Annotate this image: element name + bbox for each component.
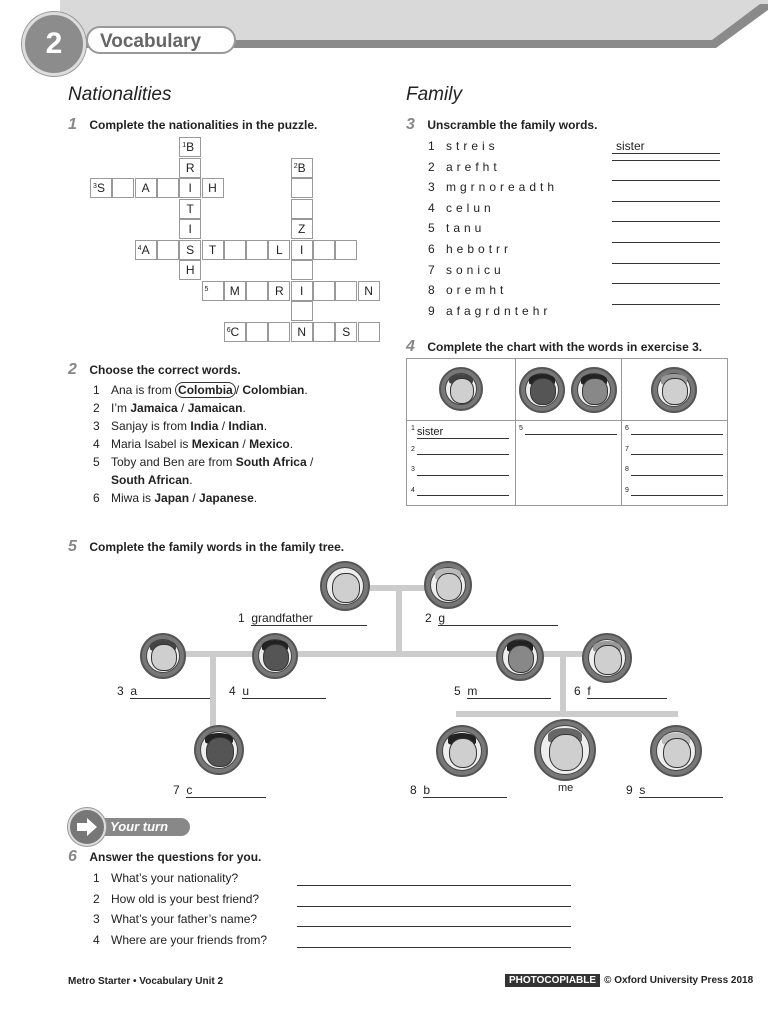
chart-answer-field[interactable] bbox=[631, 475, 723, 476]
cell-letter: I bbox=[188, 222, 192, 236]
clue-number: 6 bbox=[226, 326, 231, 334]
crossword-cell[interactable] bbox=[202, 281, 224, 301]
tree-label-me: me bbox=[558, 782, 574, 794]
scrambled-word: streis bbox=[446, 139, 499, 153]
item-text: Toby and Ben are from bbox=[111, 455, 236, 469]
tree-label-2-number: 2 bbox=[425, 611, 432, 625]
option-2[interactable]: Japanese bbox=[199, 491, 254, 505]
scrambled-word: arefht bbox=[446, 159, 501, 174]
grandfather-avatar bbox=[320, 561, 370, 611]
crossword-cell[interactable] bbox=[179, 219, 201, 239]
answer-field[interactable] bbox=[297, 935, 571, 948]
item-end: . bbox=[289, 437, 294, 451]
chart-number: 8 bbox=[625, 466, 629, 473]
question-number: 2 bbox=[93, 891, 100, 906]
item-number: 2 bbox=[93, 401, 100, 415]
item-text: I’m bbox=[111, 401, 131, 415]
sister-avatar bbox=[650, 725, 702, 777]
crossword-cell[interactable] bbox=[246, 322, 268, 342]
cell-letter: H bbox=[185, 263, 195, 277]
chart-row bbox=[625, 446, 725, 467]
crossword-cell[interactable] bbox=[291, 240, 313, 260]
chart-girl-avatar bbox=[439, 367, 483, 411]
ex3-item bbox=[428, 283, 728, 304]
cell-letter: T bbox=[186, 201, 194, 216]
tree-answer-4[interactable]: u bbox=[242, 684, 326, 699]
item-number: 4 bbox=[428, 200, 435, 215]
crossword-cell[interactable] bbox=[179, 137, 201, 157]
item-end: . bbox=[304, 383, 308, 397]
tree-answer-1[interactable]: grandfather bbox=[251, 611, 367, 626]
chart-number: 7 bbox=[625, 445, 629, 453]
crossword-cell[interactable] bbox=[224, 281, 246, 301]
ex3-item bbox=[428, 180, 728, 201]
family-title: Family bbox=[406, 84, 462, 105]
item-text: Ana is from bbox=[111, 383, 176, 397]
chart-number: 4 bbox=[411, 486, 415, 494]
chart-row bbox=[411, 466, 511, 487]
ex2-item bbox=[93, 453, 393, 489]
option-1[interactable]: Jamaica bbox=[130, 401, 178, 415]
crossword-cell[interactable] bbox=[335, 322, 357, 342]
crossword-cell[interactable] bbox=[291, 158, 313, 178]
ex2-item bbox=[93, 435, 393, 453]
item-end: . bbox=[263, 419, 268, 433]
tree-label-2 bbox=[425, 611, 558, 626]
answer-field[interactable] bbox=[612, 263, 720, 264]
ex1-heading bbox=[68, 116, 317, 134]
option-2[interactable]: Jamaican bbox=[187, 401, 243, 415]
scrambled-word: celun bbox=[446, 200, 495, 215]
chart-answer-field[interactable] bbox=[631, 495, 723, 496]
ex5-number: 5 bbox=[68, 538, 77, 555]
unit-number-badge: 2 bbox=[22, 12, 86, 76]
ex2-number: 2 bbox=[68, 361, 77, 378]
ex2-item bbox=[93, 381, 393, 399]
tree-answer-7[interactable]: c bbox=[186, 783, 266, 798]
clue-number: 1 bbox=[182, 142, 187, 149]
option-1[interactable]: Japan bbox=[154, 491, 190, 505]
crossword-cell[interactable] bbox=[224, 322, 246, 342]
tree-answer-6[interactable]: f bbox=[587, 684, 667, 699]
item-end: . bbox=[242, 401, 246, 415]
ex3-number: 3 bbox=[406, 116, 415, 133]
tree-answer-9[interactable]: s bbox=[639, 783, 723, 798]
chart-answer-field[interactable] bbox=[631, 434, 723, 435]
tree-label-9-number: 9 bbox=[626, 783, 633, 797]
chart-row bbox=[519, 425, 619, 446]
crossword-cell[interactable] bbox=[291, 178, 313, 198]
ex3-item bbox=[428, 201, 728, 222]
chart-row bbox=[411, 487, 511, 508]
option-2[interactable]: Indian bbox=[228, 419, 264, 433]
crossword-cell[interactable] bbox=[179, 178, 201, 198]
ex2-instruction: Choose the correct words. bbox=[89, 363, 241, 377]
tree-label-9 bbox=[626, 783, 723, 798]
ex5-heading bbox=[68, 538, 344, 556]
answer-field[interactable] bbox=[612, 180, 720, 181]
cell-letter: T bbox=[208, 242, 217, 257]
ex4-instruction: Complete the chart with the words in exercise 3. bbox=[427, 340, 703, 354]
crossword-cell[interactable] bbox=[268, 322, 290, 342]
crossword-cell[interactable] bbox=[224, 240, 246, 260]
item-number: 3 bbox=[93, 419, 100, 433]
tree-label-8-number: 8 bbox=[410, 783, 417, 797]
ex2-item bbox=[93, 417, 393, 435]
answer-field[interactable] bbox=[612, 283, 720, 284]
clue-number: 5 bbox=[204, 285, 209, 293]
cell-letter: S bbox=[342, 324, 351, 339]
tree-label-5-number: 5 bbox=[454, 684, 461, 698]
chart-number: 6 bbox=[625, 425, 629, 432]
uncle-avatar bbox=[252, 633, 298, 679]
crossword-cell[interactable] bbox=[313, 240, 335, 260]
cell-letter: R bbox=[275, 283, 284, 298]
crossword-cell[interactable] bbox=[246, 240, 268, 260]
item-end: . bbox=[189, 473, 193, 487]
question-text: How old is your best friend? bbox=[111, 891, 260, 906]
cell-letter: B bbox=[297, 160, 306, 175]
option-1[interactable]: India bbox=[190, 419, 219, 433]
your-turn-label: Your turn bbox=[110, 819, 169, 834]
question-number: 3 bbox=[93, 912, 100, 927]
chart-number: 2 bbox=[411, 445, 415, 453]
crossword-cell[interactable] bbox=[157, 178, 179, 198]
tree-label-6 bbox=[574, 684, 667, 699]
tree-label-7 bbox=[173, 783, 266, 798]
cell-letter: A bbox=[141, 181, 150, 195]
crossword-cell[interactable] bbox=[335, 240, 357, 260]
footer-left: Metro Starter • Vocabulary Unit 2 bbox=[68, 976, 224, 987]
cell-letter: S bbox=[186, 242, 195, 257]
item-number: 1 bbox=[428, 139, 435, 153]
ex3-item bbox=[428, 263, 728, 284]
tree-label-6-number: 6 bbox=[574, 684, 581, 698]
cell-letter: L bbox=[276, 242, 283, 257]
ex6-number: 6 bbox=[68, 848, 77, 865]
ex4-number: 4 bbox=[406, 338, 415, 355]
item-end: . bbox=[253, 491, 258, 505]
brother-avatar bbox=[436, 725, 488, 777]
crossword-cell[interactable] bbox=[268, 281, 290, 301]
ex1-instruction: Complete the nationalities in the puzzle. bbox=[89, 118, 318, 132]
separator: / bbox=[235, 383, 243, 397]
crossword-cell[interactable] bbox=[291, 199, 313, 219]
crossword-cell[interactable] bbox=[291, 322, 313, 342]
separator: / bbox=[189, 491, 200, 505]
ex3-item bbox=[428, 221, 728, 242]
ex3-item bbox=[428, 139, 728, 160]
item-number: 4 bbox=[93, 437, 100, 451]
ex2-item bbox=[93, 399, 393, 417]
clue-number: 3 bbox=[93, 183, 97, 190]
option-1[interactable]: Colombia bbox=[175, 382, 236, 398]
crossword-cell[interactable] bbox=[246, 281, 268, 301]
chart-boy-avatar bbox=[519, 367, 565, 413]
grandmother-avatar bbox=[424, 561, 472, 609]
aunt-avatar bbox=[140, 633, 186, 679]
ex3-heading bbox=[406, 116, 597, 134]
ex6-list bbox=[93, 871, 583, 954]
crossword-cell[interactable] bbox=[135, 240, 157, 260]
chart-row bbox=[625, 466, 725, 487]
cell-letter: S bbox=[96, 181, 105, 195]
question-text: What’s your father’s name? bbox=[111, 912, 258, 927]
ex3-list bbox=[428, 139, 728, 324]
question-text: What’s your nationality? bbox=[111, 871, 239, 885]
item-number: 6 bbox=[93, 491, 100, 505]
crossword-cell[interactable] bbox=[358, 322, 380, 342]
scrambled-word: tanu bbox=[446, 221, 486, 236]
scrambled-word: hebotrr bbox=[446, 241, 513, 256]
chart-row bbox=[411, 446, 511, 467]
ex2-heading bbox=[68, 361, 241, 379]
tree-answer-5[interactable]: m bbox=[467, 684, 551, 699]
crossword-cell[interactable] bbox=[291, 260, 313, 280]
answer-field[interactable] bbox=[612, 221, 720, 222]
tree-label-1 bbox=[238, 611, 367, 626]
crossword-cell[interactable] bbox=[291, 219, 313, 239]
tree-label-8 bbox=[410, 783, 507, 798]
item-text: Sanjay is from bbox=[111, 419, 191, 433]
item-number: 7 bbox=[428, 262, 435, 277]
chart-row bbox=[625, 425, 725, 446]
clue-number: 4 bbox=[137, 244, 142, 252]
crossword-grid bbox=[90, 137, 390, 347]
unit-title: Vocabulary bbox=[86, 26, 236, 54]
crossword-cell[interactable] bbox=[112, 178, 134, 198]
ex6-heading bbox=[68, 848, 261, 866]
cell-letter: R bbox=[185, 160, 195, 175]
ex3-instruction: Unscramble the family words. bbox=[427, 118, 598, 132]
answer-field[interactable] bbox=[612, 242, 720, 243]
ex4-column-both bbox=[519, 425, 619, 446]
chart-answer-field[interactable] bbox=[417, 475, 509, 476]
scrambled-word: afagrdntehr bbox=[446, 303, 552, 318]
question-row bbox=[93, 912, 583, 933]
crossword-cell[interactable] bbox=[179, 199, 201, 219]
your-turn-banner bbox=[68, 808, 192, 844]
option-2[interactable]: South African bbox=[111, 473, 190, 487]
option-1[interactable]: South Africa bbox=[235, 455, 307, 469]
ex4-column-male bbox=[625, 425, 725, 507]
cell-letter: Z bbox=[298, 222, 306, 236]
ex1-number: 1 bbox=[68, 116, 77, 133]
answer-field[interactable] bbox=[297, 914, 571, 927]
me-avatar bbox=[534, 719, 596, 781]
tree-label-4 bbox=[229, 684, 326, 699]
cell-letter: I bbox=[300, 242, 304, 257]
crossword-cell[interactable] bbox=[157, 240, 179, 260]
clue-number: 2 bbox=[293, 162, 298, 170]
crossword-cell[interactable] bbox=[202, 178, 224, 198]
cell-letter: N bbox=[297, 324, 307, 339]
cell-letter: I bbox=[188, 181, 192, 195]
question-number: 1 bbox=[93, 871, 100, 885]
separator: / bbox=[177, 401, 188, 415]
chart-number: 3 bbox=[411, 466, 415, 473]
answer-field[interactable]: sister bbox=[612, 139, 720, 154]
crossword-cell[interactable] bbox=[313, 281, 335, 301]
ex6-instruction: Answer the questions for you. bbox=[89, 850, 262, 864]
separator: / bbox=[218, 419, 229, 433]
ex2-item bbox=[93, 489, 393, 507]
cousin-avatar bbox=[194, 725, 244, 775]
ex5-instruction: Complete the family words in the family tree. bbox=[89, 540, 345, 554]
chart-woman-avatar bbox=[571, 367, 617, 413]
item-number: 9 bbox=[428, 303, 435, 318]
chart-man-avatar bbox=[651, 367, 697, 413]
tree-label-3-number: 3 bbox=[117, 684, 124, 698]
ex3-item bbox=[428, 160, 728, 181]
crossword-cell[interactable] bbox=[179, 240, 201, 260]
crossword-cell[interactable] bbox=[179, 158, 201, 178]
crossword-cell[interactable] bbox=[268, 240, 290, 260]
question-text: Where are your friends from? bbox=[111, 933, 268, 948]
father-avatar bbox=[582, 633, 632, 683]
item-number: 3 bbox=[428, 180, 435, 195]
chart-answer-field[interactable] bbox=[525, 434, 617, 435]
tree-label-1-number: 1 bbox=[238, 611, 245, 625]
arrow-icon bbox=[68, 808, 106, 846]
cell-letter: B bbox=[186, 140, 195, 154]
chart-row bbox=[625, 487, 725, 508]
chart-number: 5 bbox=[519, 425, 523, 432]
answer-field[interactable] bbox=[612, 304, 720, 305]
tree-label-7-number: 7 bbox=[173, 783, 180, 797]
ex4-column-female bbox=[411, 425, 511, 507]
ex3-item bbox=[428, 242, 728, 263]
cell-letter: H bbox=[208, 181, 217, 195]
copyright: © Oxford University Press 2018 bbox=[604, 975, 754, 986]
chart-number: 9 bbox=[625, 486, 629, 494]
item-number: 2 bbox=[428, 159, 435, 174]
crossword-cell[interactable] bbox=[291, 281, 313, 301]
cell-letter: I bbox=[300, 283, 304, 298]
answer-field[interactable] bbox=[297, 894, 571, 907]
chart-answer-field[interactable]: sister bbox=[417, 426, 509, 439]
item-number: 5 bbox=[428, 221, 435, 236]
chart-answer-field[interactable] bbox=[417, 495, 509, 496]
option-1[interactable]: Mexican bbox=[191, 437, 240, 451]
crossword-cell[interactable] bbox=[202, 240, 224, 260]
crossword-cell[interactable] bbox=[179, 260, 201, 280]
separator: / bbox=[239, 437, 250, 451]
tree-answer-3[interactable]: a bbox=[130, 684, 210, 699]
option-2[interactable]: Mexico bbox=[249, 437, 290, 451]
tree-label-5 bbox=[454, 684, 551, 699]
question-number: 4 bbox=[93, 933, 100, 948]
scrambled-word: mgrnoreadth bbox=[446, 180, 559, 195]
chart-answer-field[interactable] bbox=[631, 454, 723, 455]
chart-answer-field[interactable] bbox=[417, 454, 509, 455]
scrambled-word: oremht bbox=[446, 283, 508, 298]
ex3-item bbox=[428, 304, 728, 325]
item-text: Miwa is bbox=[111, 491, 155, 505]
item-number: 5 bbox=[93, 455, 100, 469]
cell-letter: C bbox=[230, 324, 240, 339]
ex4-chart bbox=[406, 358, 728, 506]
item-text: Maria Isabel is bbox=[111, 437, 192, 451]
cell-letter: M bbox=[229, 283, 240, 298]
question-row bbox=[93, 871, 583, 892]
crossword-cell[interactable] bbox=[358, 281, 380, 301]
question-row bbox=[93, 933, 583, 954]
answer-field[interactable] bbox=[612, 201, 720, 202]
scrambled-word: sonicu bbox=[446, 262, 505, 277]
tree-label-4-number: 4 bbox=[229, 684, 236, 698]
crossword-cell[interactable] bbox=[90, 178, 112, 198]
question-row bbox=[93, 892, 583, 913]
nationalities-title: Nationalities bbox=[68, 84, 172, 105]
crossword-cell[interactable] bbox=[291, 301, 313, 321]
item-number: 1 bbox=[93, 383, 100, 397]
answer-field[interactable] bbox=[612, 160, 720, 161]
photocopiable-badge: PHOTOCOPIABLE bbox=[505, 974, 600, 987]
tree-answer-8[interactable]: b bbox=[423, 783, 507, 798]
separator: / bbox=[306, 455, 314, 469]
cell-letter: N bbox=[364, 283, 373, 298]
item-number: 6 bbox=[428, 241, 435, 256]
chart-row bbox=[411, 425, 511, 446]
tree-label-3 bbox=[117, 684, 210, 699]
item-number: 8 bbox=[428, 283, 435, 298]
crossword-cell[interactable] bbox=[313, 322, 335, 342]
crossword-cell[interactable] bbox=[335, 281, 357, 301]
chart-number: 1 bbox=[411, 425, 415, 432]
answer-field[interactable] bbox=[297, 873, 571, 886]
ex2-list bbox=[93, 381, 393, 507]
mother-avatar bbox=[496, 633, 544, 681]
tree-answer-2[interactable]: g bbox=[438, 611, 558, 626]
family-tree bbox=[0, 555, 768, 805]
option-2[interactable]: Colombian bbox=[242, 383, 305, 397]
footer-right bbox=[505, 974, 753, 987]
ex4-heading bbox=[406, 338, 702, 356]
crossword-cell[interactable] bbox=[135, 178, 157, 198]
cell-letter: A bbox=[141, 242, 150, 257]
